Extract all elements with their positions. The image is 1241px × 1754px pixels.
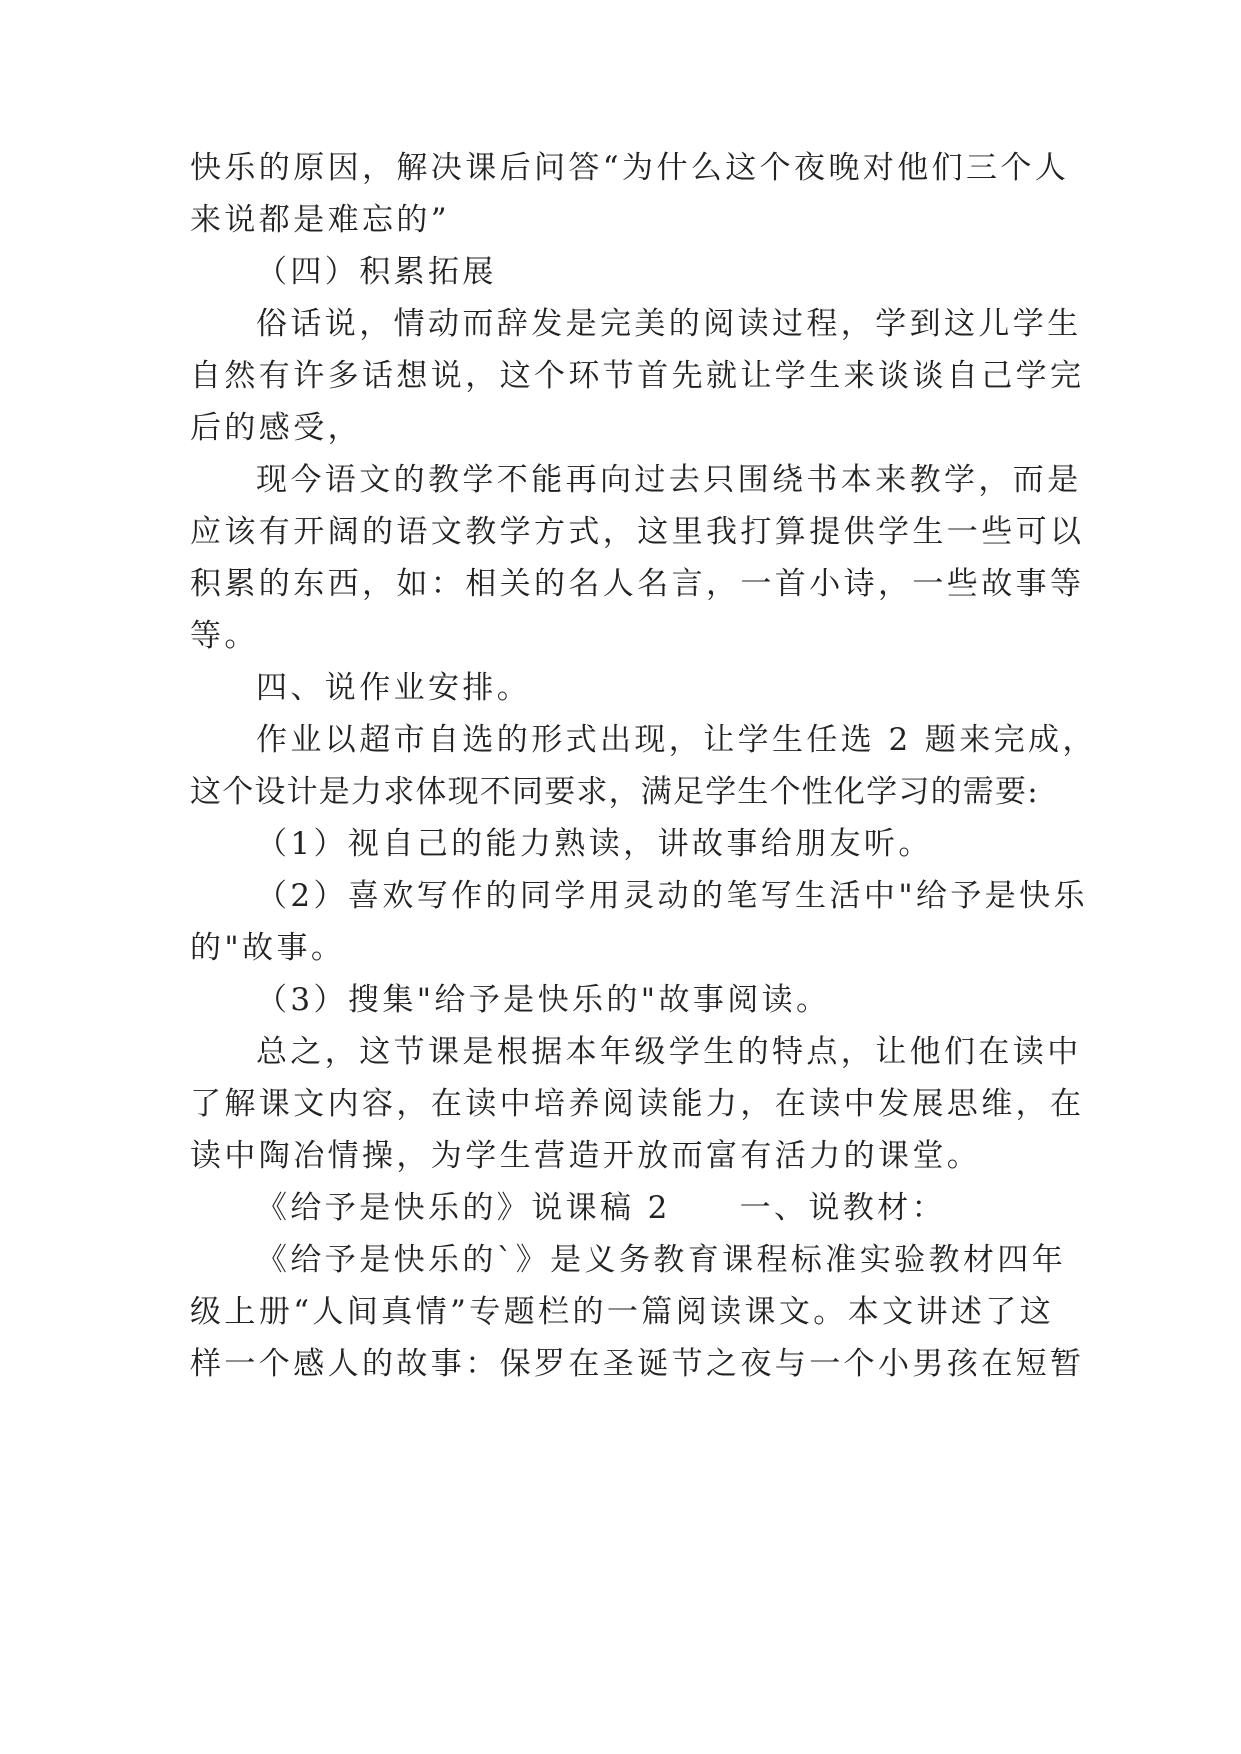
list-item: （3）搜集"给予是快乐的"故事阅读。	[256, 982, 831, 1018]
text-line: 级上册“人间真情”专题栏的一篇阅读课文。本文讲述了这	[190, 1294, 1055, 1330]
section-heading: （四）积累拓展	[256, 254, 497, 290]
text-line: 后的感受，	[190, 410, 362, 446]
text-line: 作业以超市自选的形式出现，让学生任选 2 题来完成，	[256, 722, 1097, 758]
text-line: 样一个感人的故事：保罗在圣诞节之夜与一个小男孩在短暂	[190, 1346, 1085, 1382]
text-line: 俗话说，情动而辞发是完美的阅读过程，学到这儿学生	[256, 306, 1082, 342]
section-heading: 《给予是快乐的》说课稿 2 一、说教材：	[256, 1190, 946, 1226]
section-heading: 四、说作业安排。	[256, 670, 532, 706]
text-line: 来说都是难忘的”	[190, 202, 451, 238]
text-line: 快乐的原因，解决课后问答“为什么这个夜晚对他们三个人	[190, 150, 1070, 186]
text-line: 总之，这节课是根据本年级学生的特点，让他们在读中	[256, 1034, 1082, 1070]
text-line: 《给予是快乐的`》是义务教育课程标准实验教材四年	[256, 1242, 1067, 1278]
text-line: 这个设计是力求体现不同要求，满足学生个性化学习的需要:	[190, 774, 1039, 810]
text-line: 了解课文内容，在读中培养阅读能力，在读中发展思维，在	[190, 1086, 1085, 1122]
text-line: 的"故事。	[190, 930, 346, 966]
text-line: 应该有开阔的语文教学方式，这里我打算提供学生一些可以	[190, 514, 1085, 550]
list-item: （2）喜欢写作的同学用灵动的笔写生活中"给予是快乐	[256, 878, 1088, 914]
text-line: 等。	[190, 618, 259, 654]
list-item: （1）视自己的能力熟读，讲故事给朋友听。	[256, 826, 933, 862]
text-line: 读中陶冶情操，为学生营造开放而富有活力的课堂。	[190, 1138, 982, 1174]
text-line: 自然有许多话想说，这个环节首先就让学生来谈谈自己学完	[190, 358, 1085, 394]
text-line: 现今语文的教学不能再向过去只围绕书本来教学，而是	[256, 462, 1082, 498]
text-line: 积累的东西，如：相关的名人名言，一首小诗，一些故事等	[190, 566, 1085, 602]
